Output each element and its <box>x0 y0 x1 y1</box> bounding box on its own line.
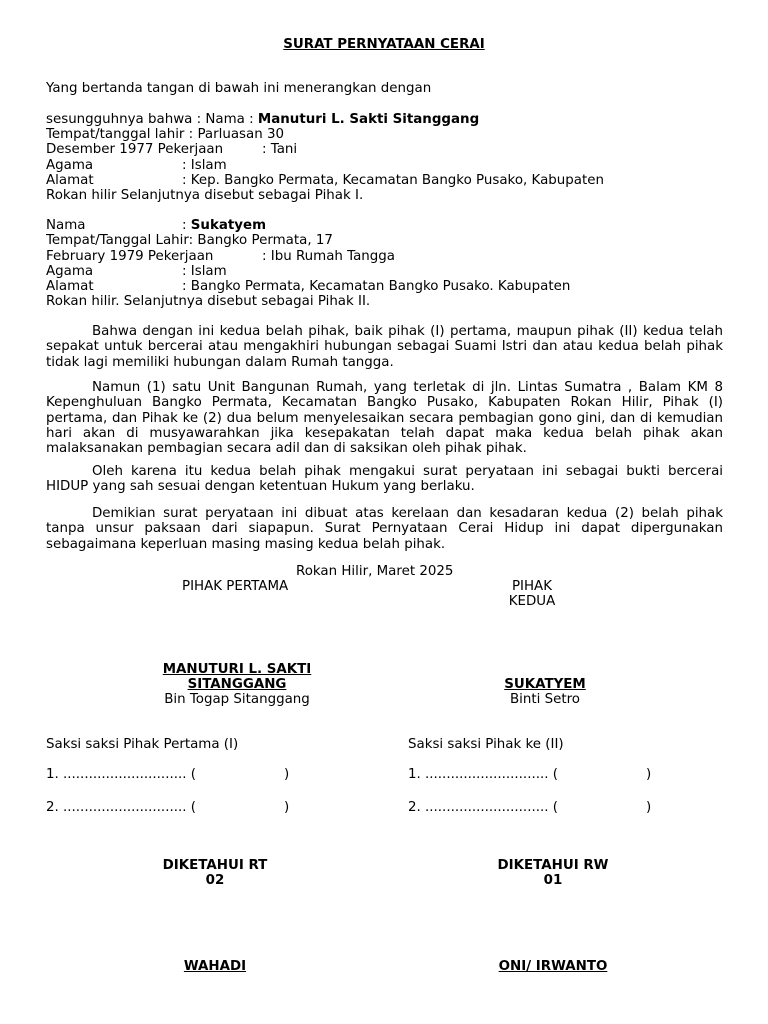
pihak2-binti: Binti Setro <box>509 692 580 707</box>
rw-number: 01 <box>543 873 563 888</box>
witness-right-2-close: ) <box>646 800 652 815</box>
pihak1-agama-label: Agama <box>46 158 94 173</box>
pihak2-agama-value: : Islam <box>182 264 227 279</box>
pihak1-bin: Bin Togap Sitanggang <box>164 692 310 707</box>
pihak2-alamat-cont: Rokan hilir. Selanjutnya disebut sebagai Pihak II. <box>46 294 371 309</box>
rw-name: ONI/ IRWANTO <box>498 959 608 974</box>
pihak1-signature-name-1: MANUTURI L. SAKTI <box>162 662 312 677</box>
pihak2-job: : Ibu Rumah Tangga <box>262 249 396 264</box>
pihak1-job: : Tani <box>262 142 298 157</box>
pihak1-ttl-cont: Desember 1977 Pekerjaan <box>46 142 224 157</box>
paragraph-closing-text: Demikian surat peryataan ini dibuat atas kerelaan dan kesadaran kedua (2) belah pihak tanpa unsur paksaan dari siapapun. Surat Pernyataan Cerai Hidup ini dapat dipergunakan sebagaimana keperluan masing masing kedua belah pihak. <box>46 506 723 552</box>
witness-right-title: Saksi saksi Pihak ke (II) <box>408 737 564 752</box>
pihak1-alamat-label: Alamat <box>46 173 94 188</box>
intro-name-line <box>46 112 479 127</box>
pihak-kedua-label-2: KEDUA <box>508 594 556 609</box>
witness-left-2-close: ) <box>284 800 290 815</box>
paragraph-acknowledgement <box>46 464 723 495</box>
paragraph-property <box>46 380 723 456</box>
witness-right-1-close: ) <box>646 767 652 782</box>
witness-left-2: 2. ............................. ( <box>46 800 196 815</box>
paragraph-acknowledgement-text: Oleh karena itu kedua belah pihak mengakui surat peryataan ini sebagai bukti bercerai HIDUP yang sah sesuai dengan ketentuan Hukum yang berlaku. <box>46 464 723 495</box>
rt-number: 02 <box>205 873 225 888</box>
pihak2-nama-colon: : <box>182 218 191 233</box>
paragraph-agreement <box>46 324 723 370</box>
diketahui-rw: DIKETAHUI RW <box>497 858 609 873</box>
rt-name: WAHADI <box>183 959 247 974</box>
pihak1-alamat-value: : Kep. Bangko Permata, Kecamatan Bangko Pusako, Kabupaten <box>182 173 604 188</box>
paragraph-closing <box>46 506 723 552</box>
witness-left-1: 1. ............................. ( <box>46 767 196 782</box>
pihak1-agama-value: : Islam <box>182 158 227 173</box>
diketahui-rt: DIKETAHUI RT <box>162 858 268 873</box>
witness-left-1-close: ) <box>284 767 290 782</box>
witness-right-1: 1. ............................. ( <box>408 767 558 782</box>
pihak1-alamat-cont: Rokan hilir Selanjutnya disebut sebagai Pihak I. <box>46 188 364 203</box>
pihak2-alamat-label: Alamat <box>46 279 94 294</box>
pihak1-signature-name-2: SITANGGANG <box>187 677 287 692</box>
place-date: Rokan Hilir, Maret 2025 <box>296 564 454 579</box>
witness-right-2: 2. ............................. ( <box>408 800 558 815</box>
pihak2-agama-label: Agama <box>46 264 94 279</box>
paragraph-property-text: Namun (1) satu Unit Bangunan Rumah, yang terletak di jln. Lintas Sumatra , Balam KM 8 Kepenghuluan Bangko Permata, Kecamatan Bangko Pusako, Kabupaten Rokan Hilir, Pihak (I) pertama, dan Pihak ke (2) dua belum menyelesaikan secara pembagian gono gini, dan di kemudian hari akan di musyawarahkan jika kesepakatan telah dapat maka kedua belah pihak akan malaksanakan pembagian secara adil dan di saksikan oleh pihak pihak. <box>46 380 723 457</box>
intro-line: Yang bertanda tangan di bawah ini menerangkan dengan <box>46 81 432 96</box>
pihak2-name: Sukatyem <box>190 218 267 233</box>
paragraph-agreement-text: Bahwa dengan ini kedua belah pihak, baik pihak (I) pertama, maupun pihak (II) kedua telah sepakat untuk bercerai atau mengakhiri hubungan sebagai Suami Istri dan atau kedua belah pihak tidak lagi memiliki hubungan dalam Rumah tangga. <box>46 324 723 370</box>
pihak-kedua-label-1: PIHAK <box>511 579 553 594</box>
pihak-pertama-label: PIHAK PERTAMA <box>182 579 289 594</box>
pihak1-name: Manuturi L. Sakti Sitanggang <box>257 112 480 127</box>
pihak2-signature-name: SUKATYEM <box>504 677 586 692</box>
pihak2-ttl: Tempat/Tanggal Lahir: Bangko Permata, 17 <box>46 233 333 248</box>
pihak2-nama <box>182 218 266 233</box>
pihak1-ttl: Tempat/tanggal lahir : Parluasan 30 <box>46 127 285 142</box>
witness-left-title: Saksi saksi Pihak Pertama (I) <box>46 737 239 752</box>
intro-prefix: sesungguhnya bahwa : Nama : <box>46 112 258 127</box>
pihak2-alamat-value: : Bangko Permata, Kecamatan Bangko Pusako. Kabupaten <box>182 279 571 294</box>
pihak2-ttl-cont: February 1979 Pekerjaan <box>46 249 214 264</box>
pihak2-nama-label: Nama <box>46 218 86 233</box>
document-title: SURAT PERNYATAAN CERAI <box>283 37 485 52</box>
